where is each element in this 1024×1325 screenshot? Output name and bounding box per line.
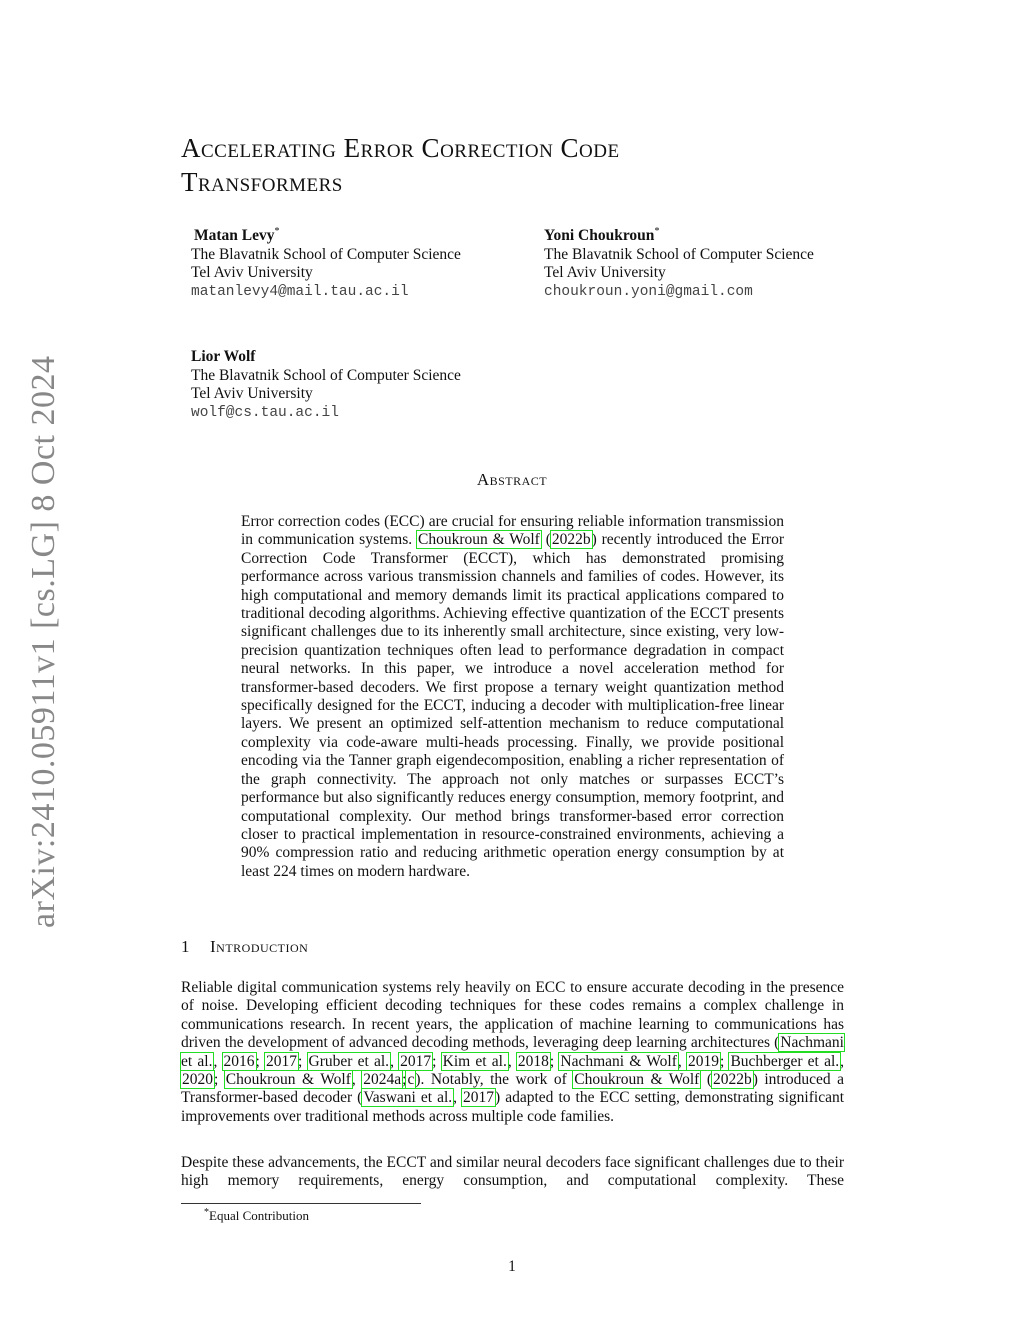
author-affiliation: The Blavatnik School of Computer Science [544,245,814,263]
section-title: Introduction [210,937,309,956]
citation-link[interactable]: 2017 [400,1052,432,1070]
footnote-mark: * [204,1207,209,1218]
citation-link[interactable]: Kim et al. [442,1052,507,1070]
citation-link[interactable]: 2020 [182,1071,213,1089]
author-block-1 [191,227,461,301]
author-university: Tel Aviv University [191,385,313,402]
section-number: 1 [181,937,190,956]
citation-link[interactable]: 2024a [363,1071,402,1089]
citation-link[interactable]: Choukroun & Wolf [225,1071,351,1089]
citation-link[interactable]: 2022b [551,531,591,549]
section-heading [181,937,308,957]
citation-link[interactable]: Nachmani et al. [181,1034,844,1070]
title-line-2: Transformers [181,167,343,197]
citation-link[interactable]: Choukroun & Wolf [574,1071,700,1089]
author-affiliation: The Blavatnik School of Computer Science [191,366,461,384]
author-affiliation: The Blavatnik School of Computer Science [191,245,461,263]
abstract-text: Error correction codes (ECC) are crucial for ensuring reliable information transmission in communication systems. Choukroun & Wolf (2022b) recently introduced the Error Correction Code Transformer (ECCT), which has demonstrated promising performance across various transmission channels and families of codes. However, its high computational and memory demands limit its practical applications compared to traditional decoding algorithms. Achieving effective quantization of the ECCT presents significant challenges due to its inherently small architecture, since existing, very low-precision quantization techniques often lead to performance degradation in compact neural networks. In this paper, we introduce a novel acceleration method for transformer-based decoders. We first propose a ternary weight quantization method specifically designed for the ECCT, inducing a decoder with multiplication-free linear layers. We present an optimized self-attention mechanism to reduce computational complexity via code-aware multi-heads processing. Finally, we provide positional encoding via the Tanner graph eigendecomposition, enabling a richer representation of the graph connectivity. The approach not only matches or surpasses ECCT’s performance but also significantly reduces energy consumption, memory footprint, and computational complexity. Our method brings transformer-based error correction closer to practical implementation in resource-constrained environments, achieving a 90% compression ratio and reducing arithmetic operation energy consumption by at least 224 times on modern hardware. [241,513,785,880]
author-block-3 [191,348,461,422]
abstract-heading: Abstract [476,470,548,489]
intro-paragraph-1: Reliable digital communication systems rely heavily on ECC to ensure accurate decoding in the presence of noise. Developing efficient decoding techniques for these codes remains a complex challenge in communications research. In recent years, the application of machine learning to communications has driven the development of advanced decoding methods, leveraging deep learning architectures (Nachmani et al., 2016; 2017; Gruber et al., 2017; Kim et al., 2018; Nachmani & Wolf, 2019; Buchberger et al., 2020; Choukroun & Wolf, 2024a;c). Notably, the work of Choukroun & Wolf (2022b) introduced a Transformer-based decoder (Vaswani et al., 2017) adapted to the ECC setting, demonstrating significant improvements over traditional methods across multiple code families. [181,979,845,1125]
footnote-rule [181,1203,421,1204]
author-block-2 [544,227,814,301]
arxiv-identifier: arXiv:2410.05911v1 [cs.LG] 8 Oct 2024 [25,355,62,928]
citation-link[interactable]: 2018 [517,1052,549,1070]
citation-link[interactable]: 2017 [266,1052,298,1070]
equal-contribution-mark: * [274,226,280,237]
author-email[interactable]: choukroun.yoni@gmail.com [544,283,753,300]
citation-link[interactable]: Vaswani et al. [363,1089,453,1107]
author-university: Tel Aviv University [544,264,666,281]
citation-link[interactable]: 2022b [712,1071,752,1089]
citation-link[interactable]: Nachmani & Wolf [560,1052,677,1070]
author-university: Tel Aviv University [191,264,313,281]
citation-link[interactable]: c [407,1071,415,1089]
citation-link[interactable]: 2017 [463,1089,495,1107]
author-name: Lior Wolf [191,348,256,365]
citation-link[interactable]: Buchberger et al. [730,1052,840,1070]
footnote-text: Equal Contribution [209,1208,310,1223]
citation-link[interactable]: Gruber et al. [308,1052,390,1070]
footnote [204,1208,309,1224]
intro-paragraph-2: Despite these advancements, the ECCT and similar neural decoders face significant challenges due to their high memory requirements, energy consumption, and computational complexity. These [181,1154,844,1190]
author-email[interactable]: wolf@cs.tau.ac.il [191,404,339,421]
author-email[interactable]: matanlevy4@mail.tau.ac.il [191,283,409,300]
citation-link[interactable]: 2019 [687,1052,719,1070]
author-name: Yoni Choukroun [544,227,655,244]
author-name: Matan Levy [194,227,275,244]
equal-contribution-mark: * [654,226,660,237]
citation-link[interactable]: 2016 [223,1052,255,1070]
title-line-1: Accelerating Error Correction Code [181,133,620,163]
paper-title [181,131,861,199]
citation-link[interactable]: Choukroun & Wolf [418,531,540,549]
page-number: 1 [508,1258,516,1275]
